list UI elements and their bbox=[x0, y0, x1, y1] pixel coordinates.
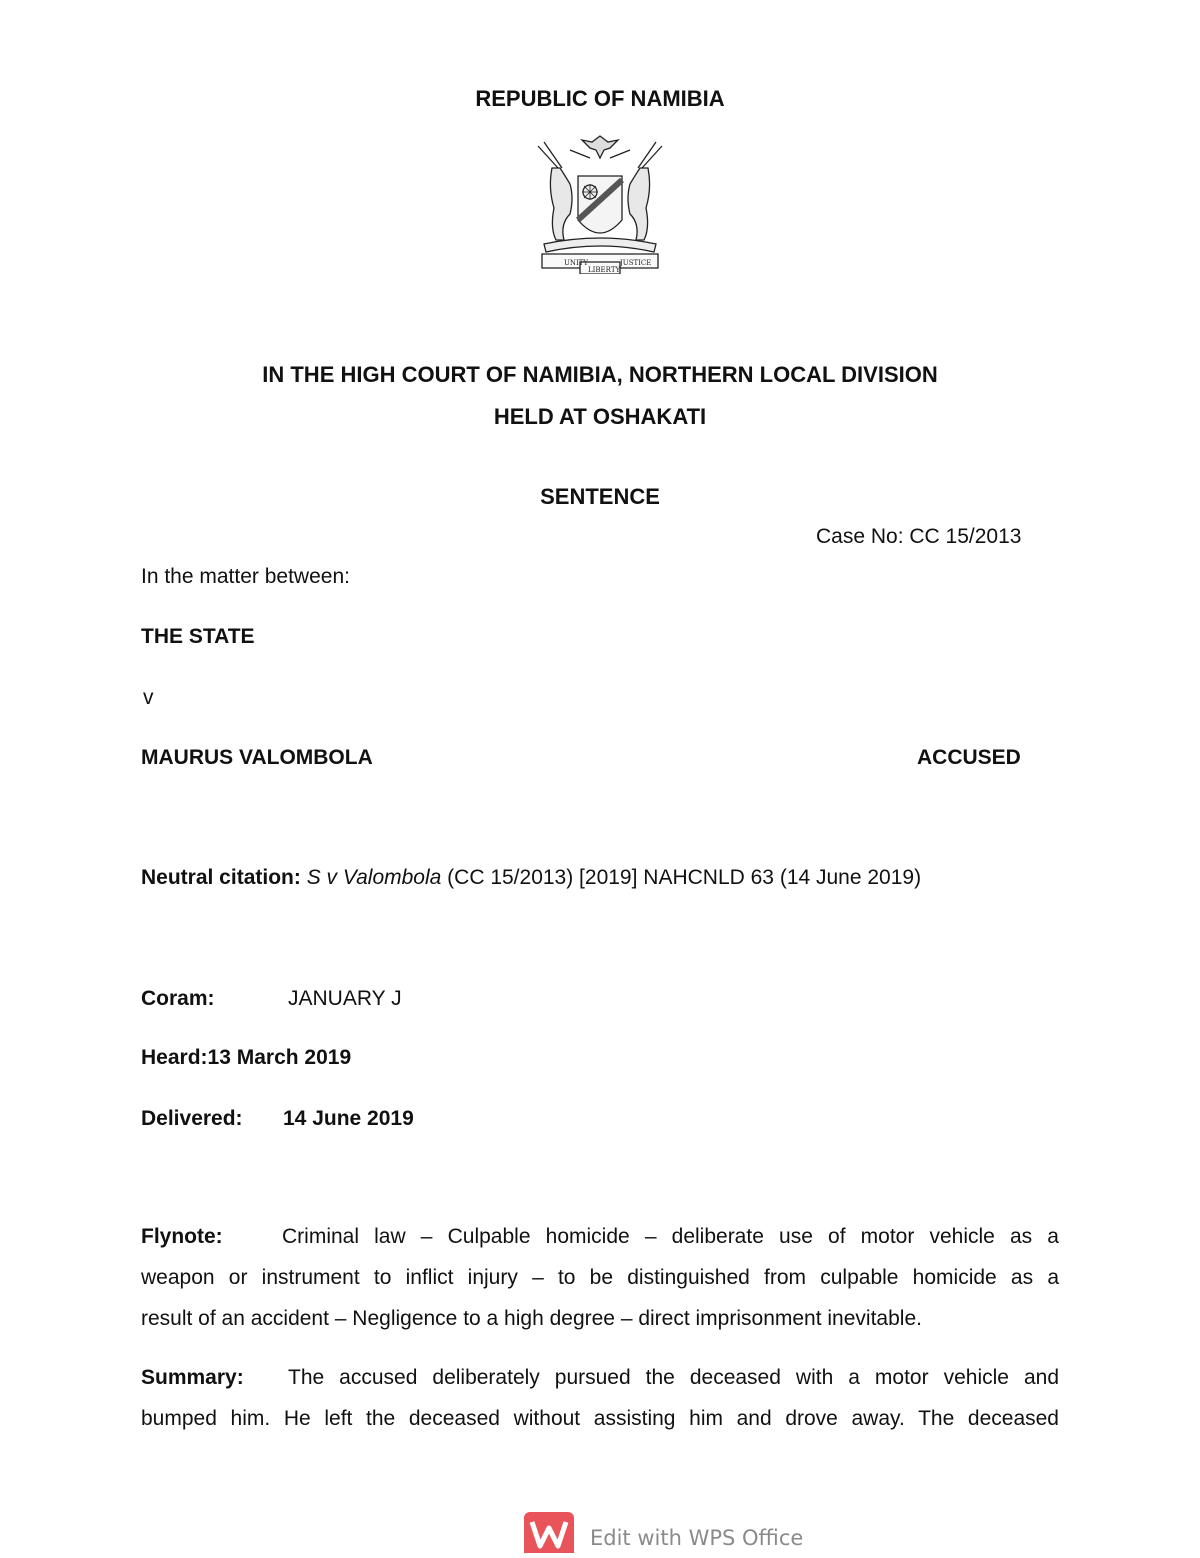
wps-edit-banner[interactable] bbox=[524, 1512, 803, 1553]
sentence-heading: SENTENCE bbox=[540, 484, 660, 509]
summary-label: Summary: bbox=[141, 1366, 244, 1389]
versus: v bbox=[143, 686, 154, 709]
summary-line-2: bumped him. He left the deceased without assisting him and drove away. The deceased bbox=[141, 1407, 1059, 1430]
party-state: THE STATE bbox=[141, 625, 255, 648]
neutral-citation bbox=[141, 866, 921, 890]
accused-name: MAURUS VALOMBOLA bbox=[141, 746, 373, 769]
accused-label: ACCUSED bbox=[917, 746, 1021, 769]
delivered-label: Delivered: bbox=[141, 1107, 243, 1130]
coram-label: Coram: bbox=[141, 987, 215, 1010]
heard-value: 13 March 2019 bbox=[207, 1046, 352, 1069]
republic-heading: REPUBLIC OF NAMIBIA bbox=[475, 86, 725, 111]
case-number: Case No: CC 15/2013 bbox=[816, 525, 1022, 548]
svg-text:LIBERTY: LIBERTY bbox=[588, 266, 621, 274]
held-at-heading: HELD AT OSHAKATI bbox=[493, 404, 707, 429]
flynote-line-1 bbox=[141, 1217, 1059, 1258]
wps-edit-text[interactable]: Edit with WPS Office bbox=[590, 1526, 804, 1550]
coram-value: JANUARY J bbox=[288, 987, 402, 1010]
coat-of-arms-icon bbox=[530, 128, 670, 274]
citation-rest: (CC 15/2013) [2019] NAHCNLD 63 (14 June 2019) bbox=[441, 866, 922, 889]
svg-text:JUSTICE: JUSTICE bbox=[620, 259, 652, 267]
summary-line-1 bbox=[141, 1358, 1059, 1399]
heard-label: Heard: bbox=[141, 1046, 208, 1069]
flynote-line-3: result of an accident – Negligence to a high degree – direct imprisonment inevitable. bbox=[141, 1307, 922, 1330]
matter-between: In the matter between: bbox=[141, 565, 350, 588]
wps-office-logo-icon bbox=[524, 1512, 574, 1553]
flynote-label: Flynote: bbox=[141, 1225, 223, 1248]
flynote-text-1: Criminal law – Culpable homicide – deliberate use of motor vehicle as a bbox=[282, 1225, 1059, 1248]
flynote-line-2: weapon or instrument to inflict injury – to be distinguished from culpable homicide as a bbox=[141, 1266, 1059, 1289]
svg-text:UNITY: UNITY bbox=[564, 259, 589, 267]
citation-label: Neutral citation: bbox=[141, 866, 301, 889]
delivered-value: 14 June 2019 bbox=[283, 1107, 414, 1130]
heard-line bbox=[141, 1046, 351, 1070]
citation-case-name: S v Valombola bbox=[306, 866, 442, 889]
summary-text-1: The accused deliberately pursued the deceased with a motor vehicle and bbox=[288, 1366, 1059, 1389]
court-heading: IN THE HIGH COURT OF NAMIBIA, NORTHERN LOCAL DIVISION bbox=[262, 362, 938, 387]
